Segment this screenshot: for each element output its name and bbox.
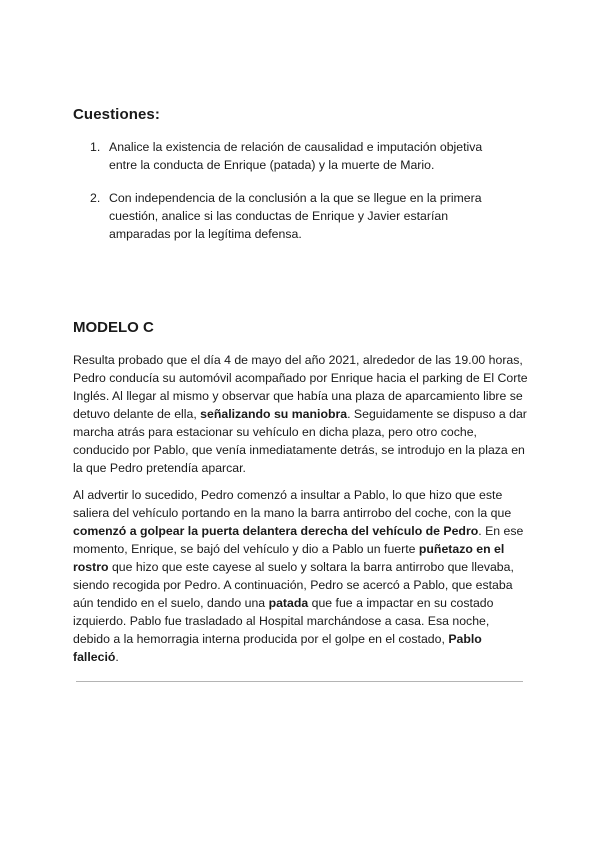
cuestiones-heading: Cuestiones: (73, 106, 160, 123)
question-number: 2. (90, 191, 101, 205)
question-item (90, 138, 500, 174)
question-text: Analice la existencia de relación de causalidad e imputación objetiva entre la conducta de Enrique (patada) y la muerte de Mario. (109, 140, 483, 172)
modelo-heading: MODELO C (73, 319, 154, 336)
text-run: Al advertir lo sucedido, Pedro comenzó a insultar a Pablo, lo que hizo que este saliera del vehículo portando en la mano la barra antirrobo del coche, con la que (73, 488, 512, 520)
bold-run: patada (268, 596, 309, 610)
question-number: 1. (90, 140, 101, 154)
text-run: Resulta probado que el día 4 de mayo del año 2021, alrededor de las 19.00 horas, Pedro conducía su automóvil acompañado por Enrique hacia el parking de El Corte Inglés. Al llegar al mismo y observar que había una plaza de aparcamiento libre se detuvo delante de ella, (73, 353, 528, 421)
question-text: Con independencia de la conclusión a la que se llegue en la primera cuestión, analice si las conductas de Enrique y Javier estarían amparadas por la legítima defensa. (109, 191, 482, 241)
case-paragraph-1 (73, 351, 528, 477)
text-run: . Seguidamente se dispuso a dar marcha atrás para estacionar su vehículo en dicha plaza, pero otro coche, conducido por Pablo, que venía inmediatamente detrás, se introdujo en la plaza en la que Pedro pretendía aparcar. (73, 407, 527, 475)
text-run: . En ese momento, Enrique, se bajó del vehículo y dio a Pablo un fuerte (73, 524, 524, 556)
bold-run: Pablo falleció (73, 632, 482, 664)
questions-list (90, 138, 500, 258)
question-item (90, 189, 500, 243)
text-run: que fue a impactar en su costado izquierdo. Pablo fue trasladado al Hospital marchándose a casa. Esa noche, debido a la hemorragia interna producida por el golpe en el costado, (73, 596, 494, 646)
text-run: que hizo que este cayese al suelo y soltara la barra antirrobo que llevaba, siendo recogida por Pedro. A continuación, Pedro se acercó a Pablo, que estaba aún tendido en el suelo, dando una (73, 560, 514, 610)
text-run: . (115, 650, 119, 664)
bold-run: puñetazo en el rostro (73, 542, 505, 574)
horizontal-divider (76, 681, 523, 682)
bold-run: señalizando su maniobra (200, 407, 348, 421)
case-paragraph-2 (73, 486, 528, 666)
bold-run: comenzó a golpear la puerta delantera derecha del vehículo de Pedro (73, 524, 479, 538)
